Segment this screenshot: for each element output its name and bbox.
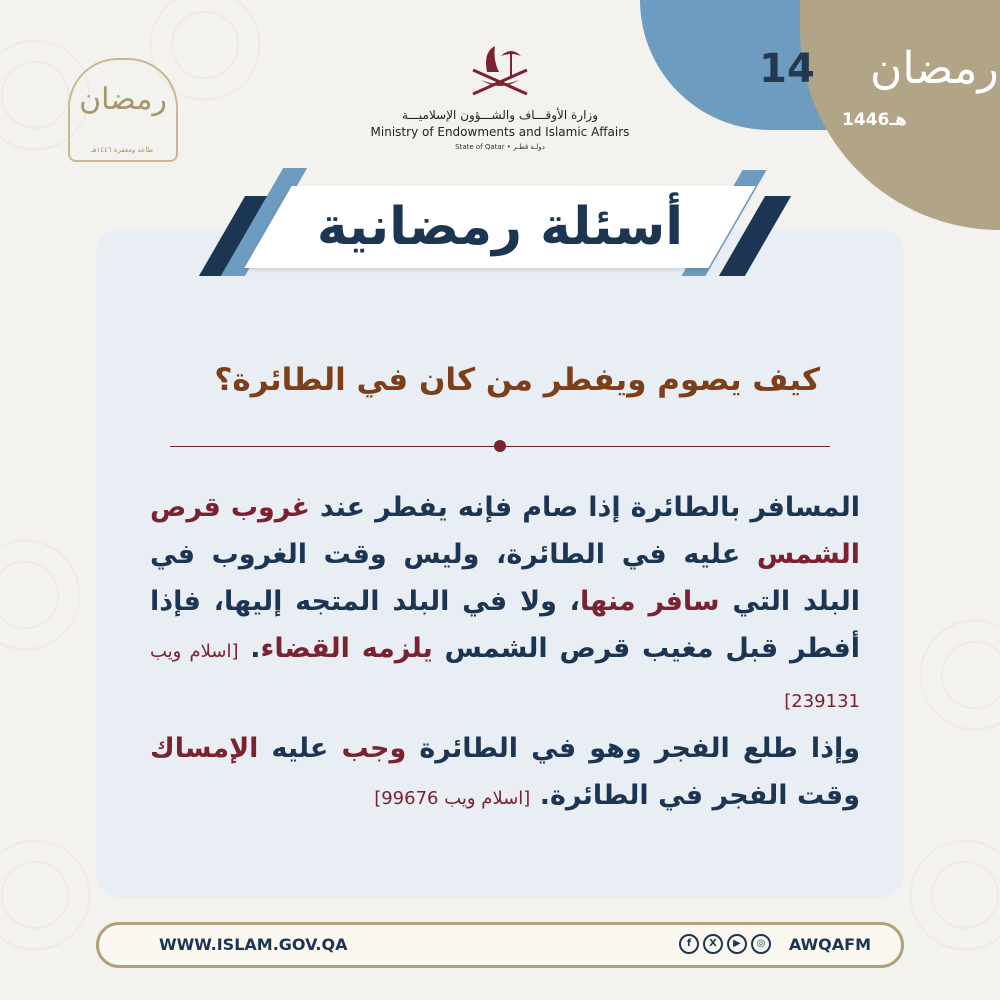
answer-segment: وقت الفجر في الطائرة. <box>539 780 860 811</box>
background-pattern <box>0 820 110 970</box>
answer-segment: عليه في الطائرة، وليس وقت الغروب في البلد التي <box>150 539 861 617</box>
answer-segment: ، ولا في البلد المتجه إليها، فإذا أفطر قبل مغيب قرص الشمس <box>150 586 860 664</box>
reference-citation: [اسلام ويب 239131] <box>150 641 860 712</box>
answer-highlight: غروب قرص الشمس <box>150 492 860 570</box>
answer-segment: عليه <box>258 733 342 764</box>
social-handle[interactable]: AWQAFM <box>788 935 871 954</box>
answer-segment: وإذا طلع الفجر وهو في الطائرة <box>406 733 860 764</box>
state-of-qatar-label: State of Qatar • دولـة قطـر <box>455 143 545 151</box>
question-heading: كيف يصوم ويفطر من كان في الطائرة؟ <box>214 362 820 398</box>
answer-segment: . <box>250 633 261 664</box>
footer-bar <box>96 922 904 968</box>
ramadan-year: 1446هـ <box>842 110 907 130</box>
background-pattern <box>890 820 1000 970</box>
ministry-name-arabic: وزارة الأوقـــاف والشـــؤون الإسلاميـــة <box>401 108 599 122</box>
ramadan-logo-left: رمضان <box>68 58 178 162</box>
answer-highlight: وجب <box>341 733 407 764</box>
reference-citation: [اسلام ويب 99676] <box>374 788 531 809</box>
background-pattern <box>900 600 1000 750</box>
divider-dot <box>494 440 506 452</box>
answer-text <box>150 484 860 822</box>
answer-segment: المسافر بالطائرة إذا صام فإنه يفطر عند <box>310 492 860 523</box>
banner-title: أسئلة رمضانية <box>316 197 684 257</box>
qatar-emblem-icon <box>465 42 535 108</box>
answer-highlight: الإمساك <box>150 733 259 764</box>
page-number: 14 <box>759 46 815 92</box>
website-link[interactable]: WWW.ISLAM.GOV.QA <box>159 935 348 954</box>
answer-highlight: سافر منها <box>579 586 720 617</box>
social-icons <box>679 934 771 954</box>
answer-highlight: يلزمه القضاء <box>260 633 433 664</box>
background-pattern <box>0 520 100 670</box>
x-icon[interactable]: X <box>703 934 723 954</box>
instagram-icon[interactable]: ◎ <box>751 934 771 954</box>
ramadan-logo-caption: طاعة ومغفرة ١٤٤٦هـ <box>90 146 154 154</box>
ministry-name-english: Ministry of Endowments and Islamic Affairs <box>370 125 630 139</box>
facebook-icon[interactable]: f <box>679 934 699 954</box>
ramadan-logo-right: رمضان <box>870 43 999 94</box>
youtube-icon[interactable]: ▶ <box>727 934 747 954</box>
